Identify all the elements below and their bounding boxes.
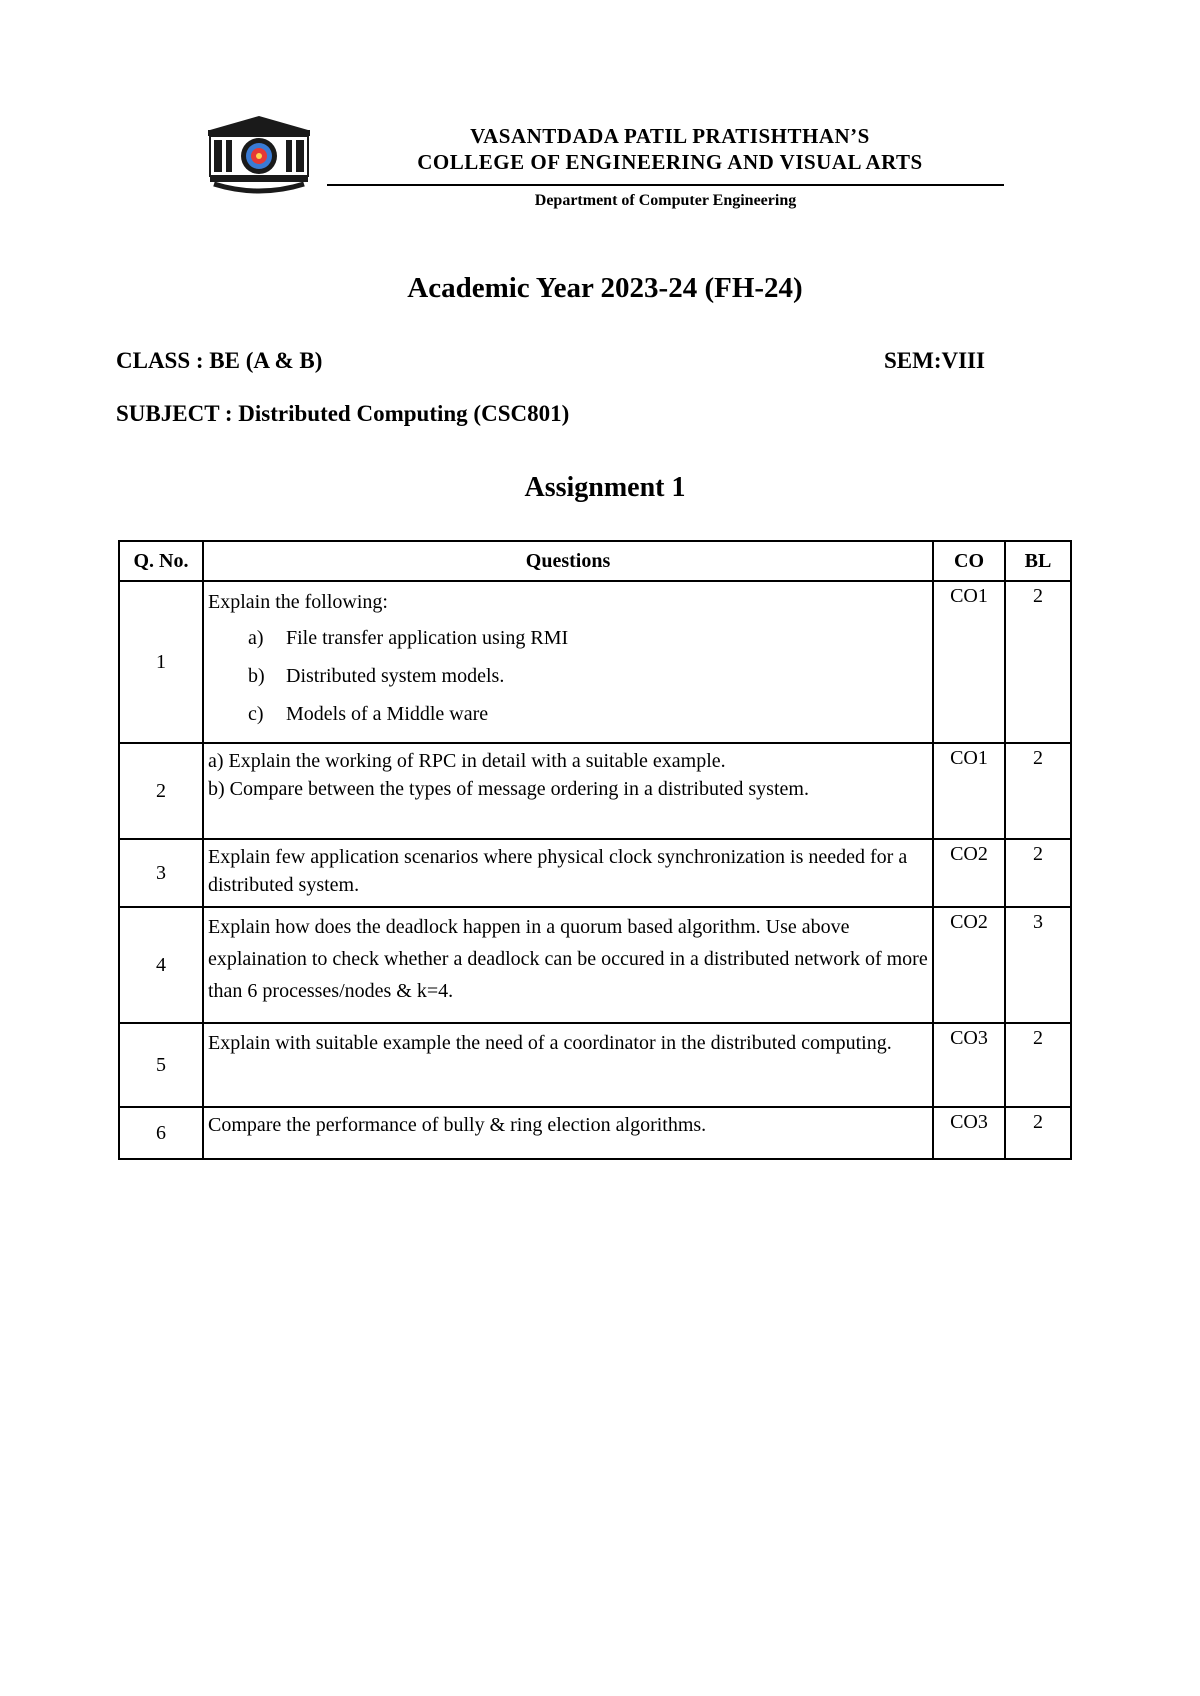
question-number: 3	[119, 839, 203, 907]
list-item: c) Models of a Middle ware	[248, 703, 489, 725]
question-text	[203, 581, 933, 743]
questions-table	[118, 540, 1072, 1160]
course-outcome: CO2	[933, 907, 1005, 1023]
list-item: b) Distributed system models.	[248, 665, 505, 687]
course-outcome: CO2	[933, 839, 1005, 907]
college-logo	[200, 114, 318, 194]
table-row	[119, 581, 1071, 743]
table-row	[119, 839, 1071, 907]
list-item: a) File transfer application using RMI	[248, 627, 569, 649]
question-text: Explain few application scenarios where physical clock synchronization is needed for a distributed system.	[203, 839, 933, 907]
question-text: Explain with suitable example the need of a coordinator in the distributed computing.	[203, 1023, 933, 1107]
department-name: Department of Computer Engineering	[534, 192, 797, 209]
question-number: 1	[119, 581, 203, 743]
institution-name-line1: VASANTDADA PATIL PRATISHTHAN’S	[470, 124, 870, 148]
question-intro: Explain the following:	[208, 591, 388, 613]
blooms-level: 2	[1005, 581, 1071, 743]
header-co: CO	[933, 541, 1005, 581]
semester-info: SEM:VIII	[884, 348, 985, 373]
assignment-title: Assignment 1	[524, 472, 686, 503]
class-info: CLASS : BE (A & B)	[116, 348, 323, 373]
blooms-level: 2	[1005, 743, 1071, 839]
header-divider	[327, 184, 1004, 186]
course-outcome: CO3	[933, 1107, 1005, 1159]
question-text: Explain how does the deadlock happen in a quorum based algorithm. Use above explaination to check whether a deadlock can be occured in a distributed network of more than 6 processes/nodes & k=4.	[203, 907, 933, 1023]
blooms-level: 2	[1005, 1107, 1071, 1159]
question-parts	[208, 619, 928, 733]
question-line: b) Compare between the types of message ordering in a distributed system.	[208, 778, 809, 800]
question-number: 6	[119, 1107, 203, 1159]
table-row	[119, 743, 1071, 839]
table-row	[119, 907, 1071, 1023]
academic-year: Academic Year 2023-24 (FH-24)	[407, 272, 803, 304]
course-outcome: CO1	[933, 581, 1005, 743]
blooms-level: 2	[1005, 1023, 1071, 1107]
subject-info: SUBJECT : Distributed Computing (CSC801)	[116, 401, 570, 426]
header-qno: Q. No.	[119, 541, 203, 581]
header-bl: BL	[1005, 541, 1071, 581]
question-text	[203, 743, 933, 839]
blooms-level: 2	[1005, 839, 1071, 907]
header-questions: Questions	[203, 541, 933, 581]
question-text: Compare the performance of bully & ring election algorithms.	[203, 1107, 933, 1159]
course-outcome: CO3	[933, 1023, 1005, 1107]
question-line: a) Explain the working of RPC in detail with a suitable example.	[208, 750, 726, 772]
table-header-row	[119, 541, 1071, 581]
question-number: 2	[119, 743, 203, 839]
question-number: 5	[119, 1023, 203, 1107]
table-row	[119, 1023, 1071, 1107]
table-row	[119, 1107, 1071, 1159]
blooms-level: 3	[1005, 907, 1071, 1023]
institution-name-line2: COLLEGE OF ENGINEERING AND VISUAL ARTS	[417, 150, 923, 174]
course-outcome: CO1	[933, 743, 1005, 839]
question-number: 4	[119, 907, 203, 1023]
